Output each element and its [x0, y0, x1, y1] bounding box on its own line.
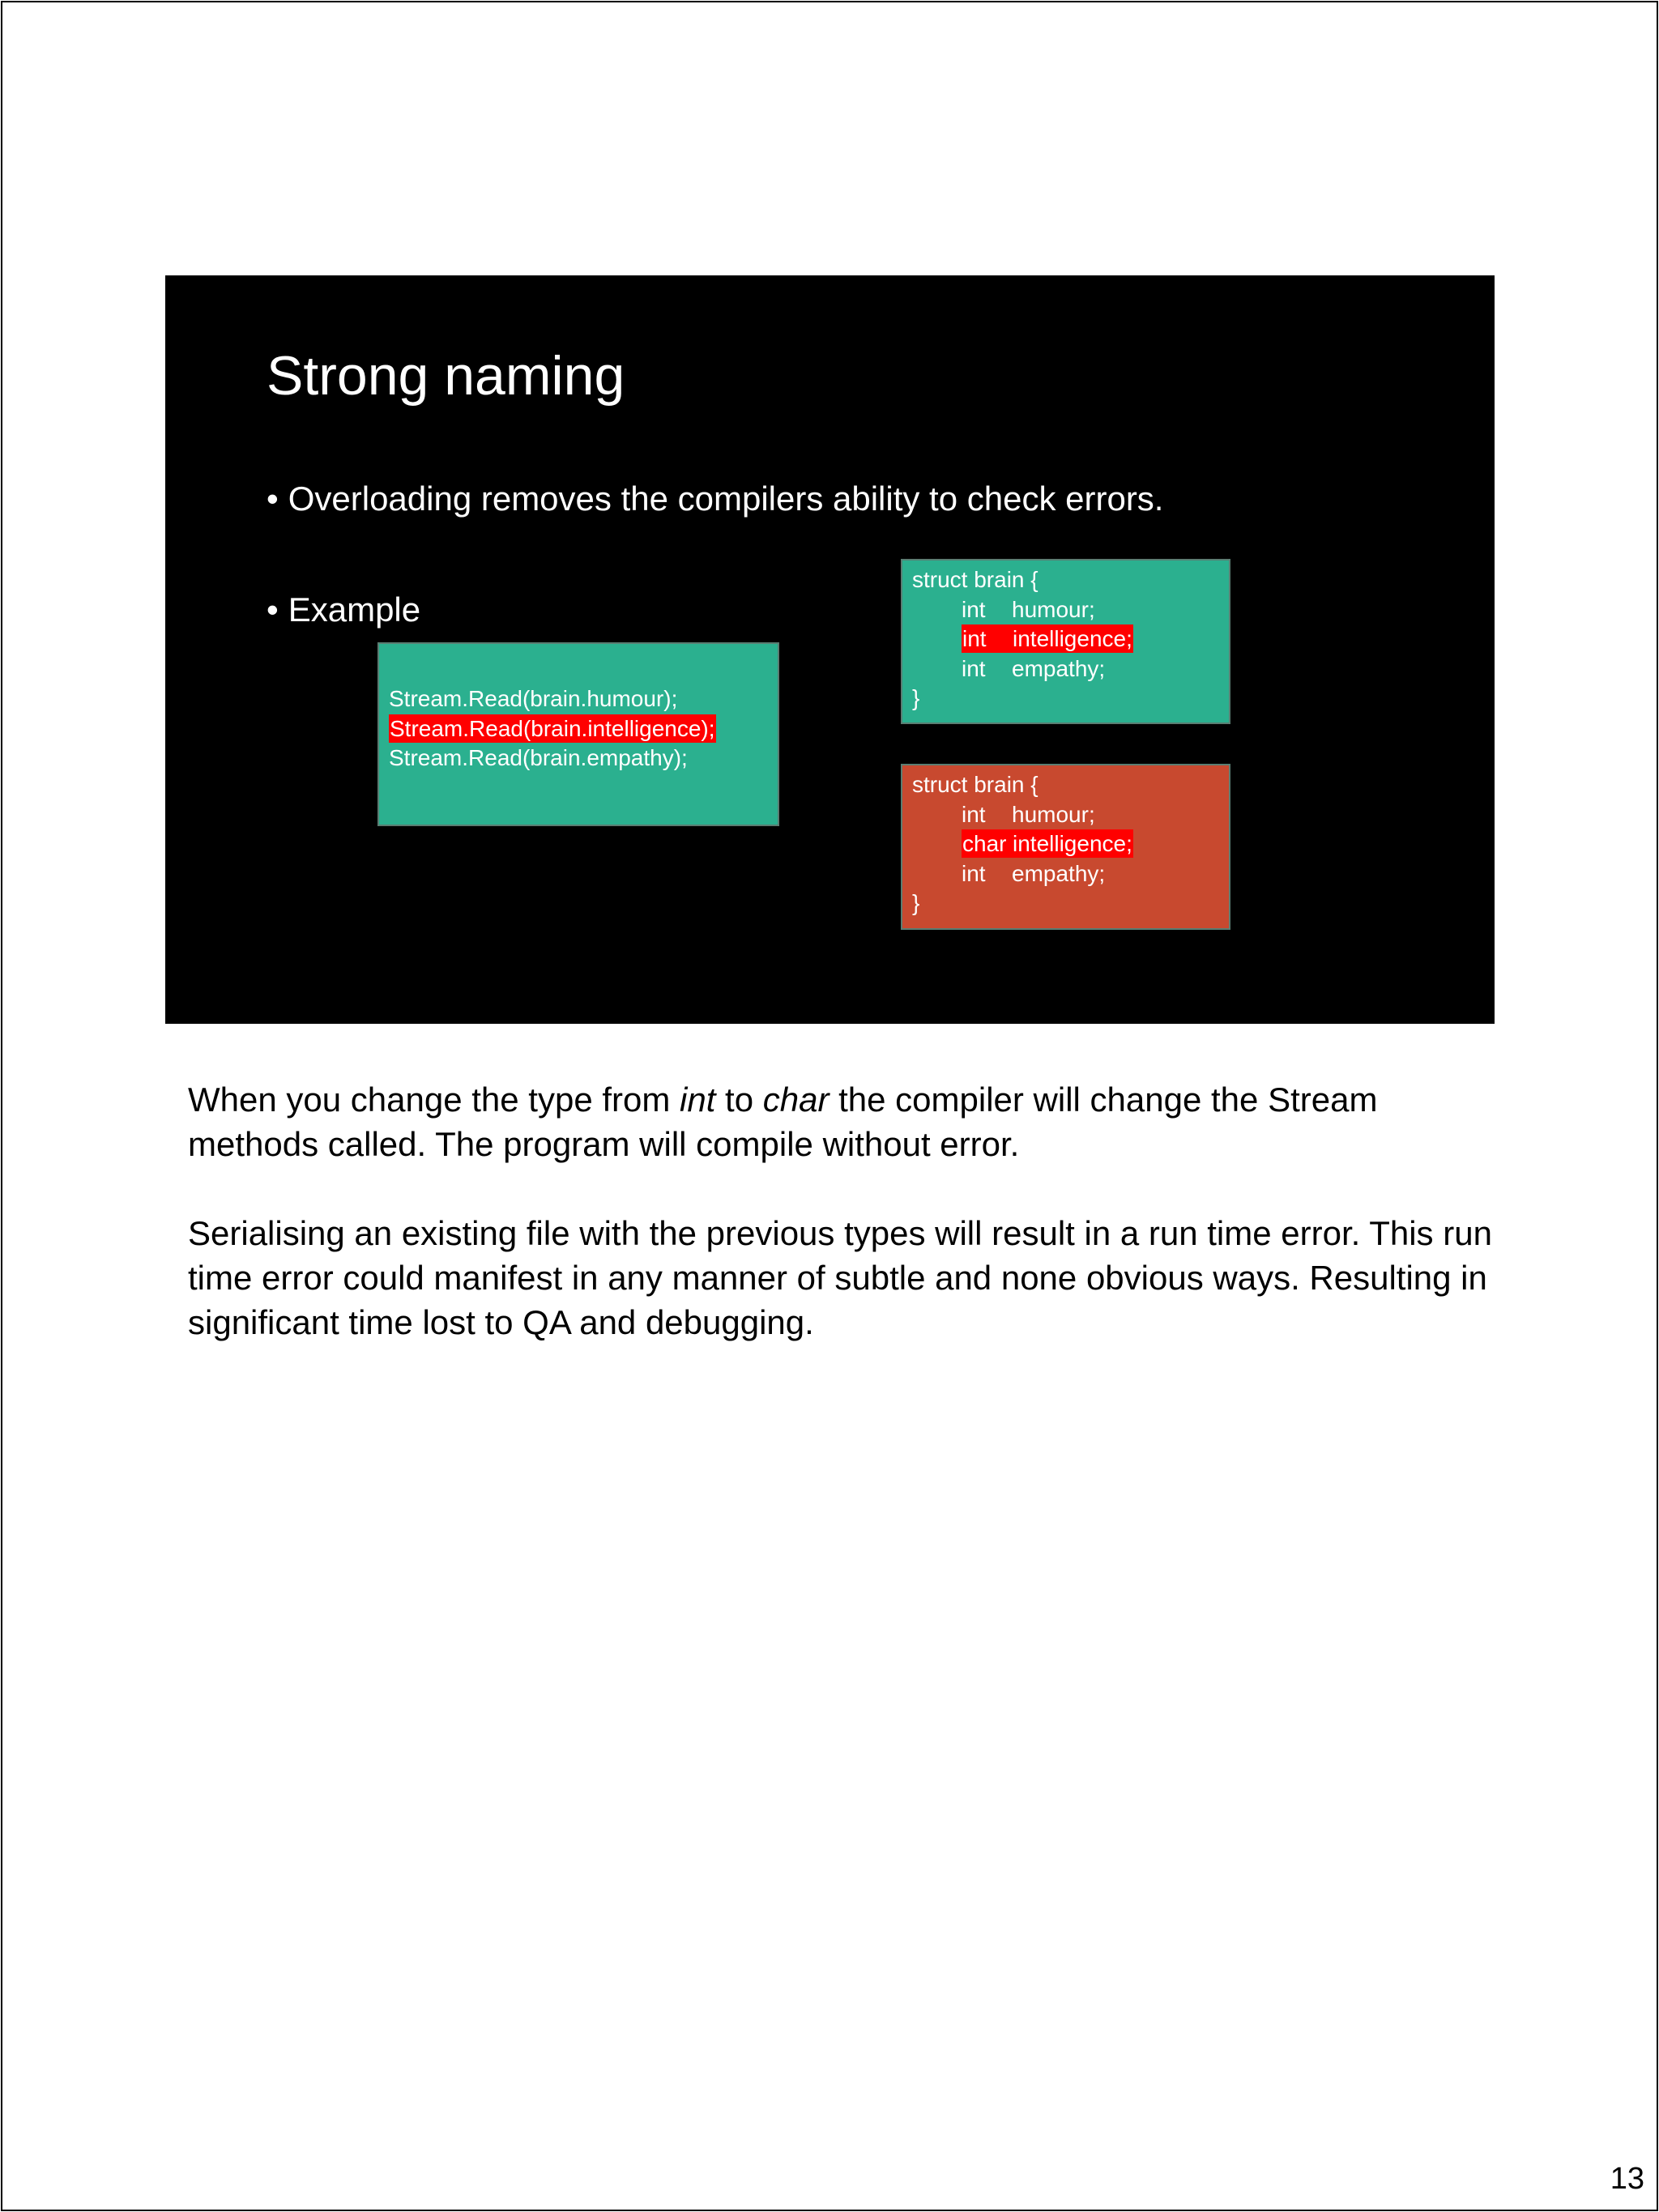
field-name: empathy; — [1012, 860, 1106, 886]
field-name: humour; — [1012, 596, 1095, 622]
struct-field — [912, 800, 1229, 830]
notes-text: When you change the type from — [188, 1080, 680, 1119]
bullet-marker: • — [267, 479, 279, 518]
field-type: int — [962, 860, 986, 886]
bullet-text: Example — [288, 590, 421, 629]
field-type: char — [962, 831, 1007, 856]
code-line — [389, 744, 778, 774]
field-name: intelligence; — [1013, 831, 1132, 856]
field-name: empathy; — [1012, 655, 1106, 681]
field-name: intelligence; — [1013, 626, 1132, 651]
notes-emphasis-char: char — [762, 1080, 830, 1119]
bullet-overloading — [267, 479, 1164, 518]
code-line-highlighted — [389, 714, 778, 744]
struct-field-highlighted — [912, 624, 1229, 654]
code-text: Stream.Read(brain.empathy); — [389, 745, 688, 770]
struct-field-highlighted — [912, 829, 1229, 859]
struct-field — [912, 595, 1229, 625]
struct-header: struct brain { — [912, 772, 1038, 797]
speaker-notes — [188, 1077, 1500, 1345]
notes-text: the compiler will change the Stream methods called. The program will compile without error. — [188, 1080, 1378, 1163]
code-text: Stream.Read(brain.humour); — [389, 686, 678, 711]
struct-header: struct brain { — [912, 567, 1038, 592]
field-type: int — [962, 626, 987, 651]
struct-after-code-box — [901, 764, 1230, 930]
notes-text: to — [715, 1080, 763, 1119]
slide-title: Strong naming — [267, 345, 625, 407]
notes-paragraph-2: Serialising an existing file with the previous types will result in a run time error. This run time error could manifest in any manner of subtle and none obvious ways. Resulting in significant time lost to QA and debugging. — [188, 1214, 1492, 1341]
page-number: 13 — [1610, 2162, 1644, 2196]
field-name: humour; — [1012, 801, 1095, 827]
struct-footer: } — [912, 890, 920, 915]
bullet-text: Overloading removes the compilers ability to check errors. — [288, 479, 1164, 518]
bullet-example — [267, 590, 421, 629]
notes-paragraph-1 — [188, 1077, 1500, 1166]
struct-footer: } — [912, 685, 920, 710]
struct-field — [912, 859, 1229, 889]
field-type: int — [962, 596, 986, 622]
stream-read-code-box — [377, 642, 779, 826]
slide — [165, 275, 1495, 1024]
code-text-highlight: Stream.Read(brain.intelligence); — [390, 715, 715, 741]
notes-emphasis-int: int — [680, 1080, 716, 1119]
field-type: int — [962, 801, 986, 827]
bullet-marker: • — [267, 590, 279, 629]
struct-before-code-box — [901, 559, 1230, 724]
struct-field — [912, 654, 1229, 684]
field-type: int — [962, 655, 986, 681]
code-line — [389, 684, 778, 714]
